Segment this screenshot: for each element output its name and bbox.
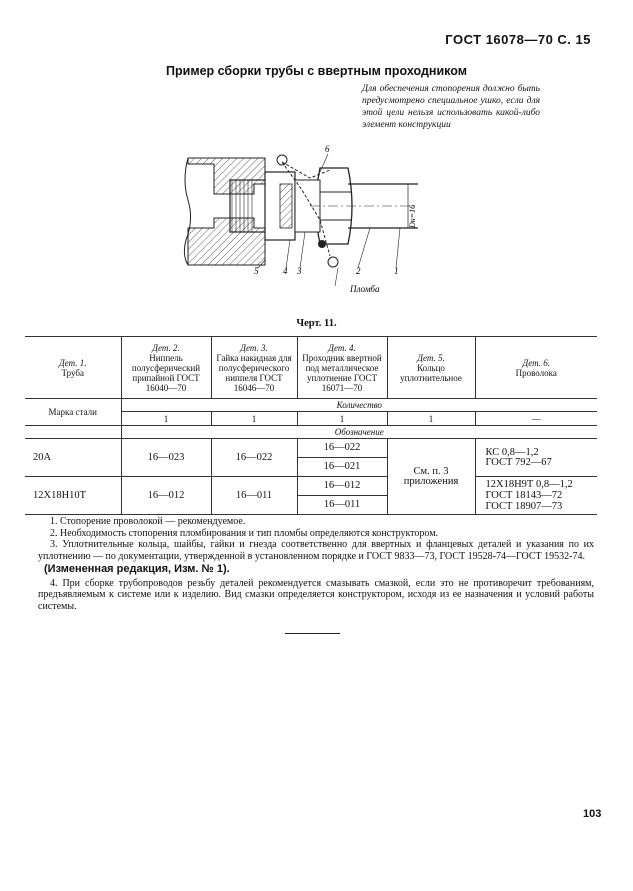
note-1: 1. Стопорение проволокой — рекомендуемое. (50, 516, 246, 527)
note-4: 4. При сборке трубопроводов резьбу деталей рекомендуется смазывать смазкой, если это не противоречит требованиям, предъявляемым к системе или к изделию. Вид смазки определяется конструктором, исходя из ее назначения и условий работы системы. (38, 577, 594, 612)
row2-det4a: 16—012 (297, 477, 387, 496)
label-6: 6 (325, 144, 330, 154)
marka-label: Марка стали (25, 399, 121, 426)
notes-block (38, 516, 594, 612)
assembly-drawing (170, 140, 420, 302)
det2-num: Дет. 2. (152, 342, 180, 353)
table-header-row (25, 337, 597, 399)
label-5: 5 (254, 266, 259, 276)
label-3: 3 (297, 266, 302, 276)
det4-num: Дет. 4. (328, 342, 356, 353)
note-3: 3. Уплотнительные кольца, шайбы, гайки и гнезда соответственно для ввертных и фланцевых деталей и указания по их уплотнению — по документации, утвержденной в установленном порядке и ГОСТ 9833—73, ГОСТ 19528-74—ГОСТ 19532-74. (38, 539, 594, 562)
det3-name: Гайка накидная для полусферического ниппеля ГОСТ 16046—70 (216, 352, 292, 393)
row2-det6b: ГОСТ 18143—72 (485, 490, 563, 501)
label-4: 4 (283, 266, 288, 276)
det3-num: Дет. 3. (240, 342, 268, 353)
qty-det6: — (475, 412, 597, 426)
label-2: 2 (356, 266, 361, 276)
seal-label: Пломба (350, 284, 380, 294)
row2-marka: 12Х18Н10Т (25, 477, 121, 515)
det1-num: Дет. 1. (59, 357, 87, 368)
row2-det6 (475, 477, 597, 515)
qty-label: Количество (121, 399, 597, 412)
amendment-note: (Измененная редакция, Изм. № 1). (44, 563, 230, 575)
row2-det3: 16—011 (211, 477, 297, 515)
page-number: 103 (583, 808, 602, 820)
divider (285, 633, 340, 634)
det2-name: Ниппель полусферический припайной ГОСТ 16040—70 (131, 352, 201, 393)
parts-table (25, 336, 597, 515)
page-title: Пример сборки трубы с ввертным проходником (166, 64, 467, 78)
table-row (25, 477, 597, 496)
figure-caption: Черт. 11. (296, 318, 337, 329)
row1-det6a: КС 0,8—1,2 (485, 446, 539, 458)
row2-det2: 16—012 (121, 477, 211, 515)
det5-num: Дет. 5. (417, 352, 445, 363)
det4-name: Проходник ввертной под металлическое уплотнение ГОСТ 16071—70 (302, 352, 382, 393)
row1-det2: 16—023 (121, 439, 211, 477)
row1-det3: 16—022 (211, 439, 297, 477)
qty-det4: 1 (297, 412, 387, 426)
det6-name: Проволока (515, 367, 557, 378)
det6-num: Дет. 6. (522, 357, 550, 368)
qty-det3: 1 (211, 412, 297, 426)
label-1: 1 (394, 266, 399, 276)
diameter-label: Dн=16 (408, 204, 417, 228)
det5-name: Кольцо уплотнительное (400, 362, 462, 383)
stopper-note: Для обеспечения стопорения должно быть предусмотрено специальное ушко, если для этой цели нельзя использовать какой-либо элемент конструкции (362, 84, 540, 130)
qty-det5: 1 (387, 412, 475, 426)
row2-det4b: 16—011 (297, 496, 387, 515)
row1-det4a: 16—022 (297, 439, 387, 458)
row1-marka: 20А (25, 439, 121, 477)
row1-det6b: ГОСТ 792—67 (485, 456, 552, 468)
oboz-label: Обозначение (121, 426, 597, 439)
row1-det4b: 16—021 (297, 458, 387, 477)
det5-ref: См. п. 3 приложения (387, 439, 475, 515)
row1-det6 (475, 439, 597, 477)
row2-det6c: ГОСТ 18907—73 (485, 501, 563, 512)
housing (184, 158, 265, 265)
table-row (25, 439, 597, 458)
qty-det2: 1 (121, 412, 211, 426)
row2-det6a: 12Х18Н9Т 0,8—1,2 (485, 479, 573, 490)
det1-name: Труба (61, 367, 84, 378)
note-2: 2. Необходимость стопорения пломбирования и тип пломбы определяются конструктором. (50, 527, 439, 539)
document-header: ГОСТ 16078—70 С. 15 (445, 32, 591, 47)
